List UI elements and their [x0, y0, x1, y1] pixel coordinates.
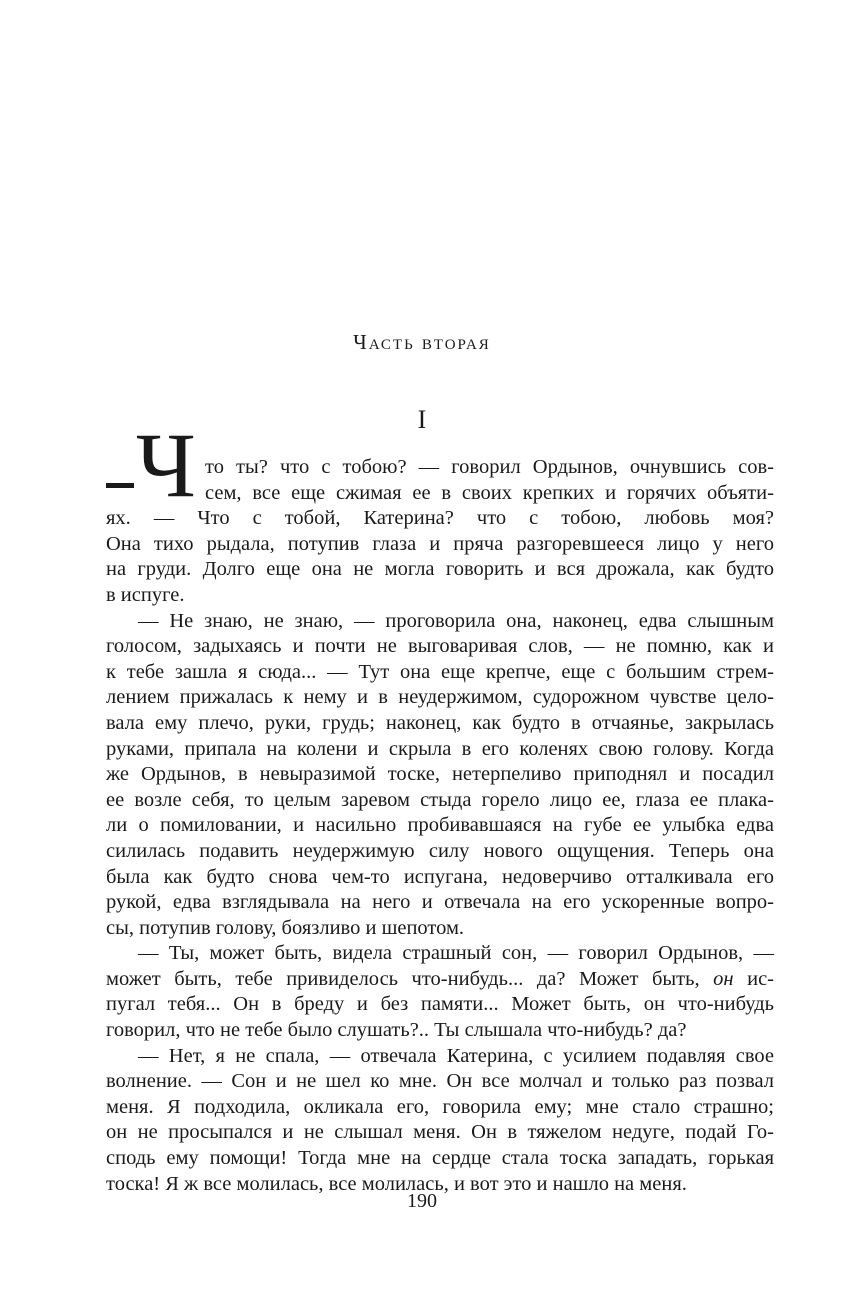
italic-word: он	[713, 967, 734, 990]
text-line: ли о помиловании, и насильно пробивавшаяся на губе ее улыбка едва	[106, 814, 774, 837]
drop-cap	[106, 414, 205, 537]
text-line: рукой, едва взглядывала на него и отвечала на его ускоренные вопро-	[106, 891, 774, 914]
drop-cap-dash	[106, 483, 134, 488]
text-line: меня. Я подходила, окликала его, говорила ему; мне стало страшно;	[106, 1095, 774, 1118]
text-line: на груди. Долго еще она не могла говорить и вся дрожала, как будто	[106, 558, 774, 581]
text-line: то ты? что с тобою? — говорил Ордынов, очнувшись сов-	[205, 456, 774, 478]
body-text	[106, 414, 774, 1197]
chapter-number: I	[417, 405, 427, 434]
text-line: тоска! Я ж все молилась, все молилась, и вот это и нашло на меня.	[106, 1172, 687, 1195]
text-line: была как будто снова чем-то испугана, недоверчиво отталкивала его	[106, 865, 774, 888]
text-line: к тебе зашла я сюда... — Тут она еще крепче, еще с большим стрем-	[106, 660, 774, 683]
text-line: сы, потупив голову, боязливо и шепотом.	[106, 916, 465, 939]
text-line: говорил, что не тебе было слушать?.. Ты слышала что-нибудь? да?	[106, 1019, 687, 1042]
drop-cap-letter: Ч	[136, 414, 196, 516]
text-line: сподь ему помощи! Тогда мне на сердце стала тоска западать, горькая	[106, 1147, 774, 1170]
text-line: — Ты, может быть, видела страшный сон, — говорил Ордынов, —	[138, 942, 774, 965]
text-line: же Ордынов, в невыразимой тоске, нетерпеливо приподнял и посадил	[106, 763, 774, 786]
page-number: 190	[407, 1190, 437, 1212]
part-title: Часть вторая	[353, 330, 491, 354]
text-line: пугал тебя... Он в бреду и без памяти... Может быть, он что-нибудь	[106, 993, 774, 1016]
text-line: сем, все еще сжимая ее в своих крепких и горячих объяти-	[205, 481, 774, 504]
text-line: ее возле себя, то целым заревом стыда горело лицо ее, глаза ее плака-	[106, 788, 774, 811]
text-line: вала ему плечо, руки, грудь; наконец, как будто в отчаянье, закрылась	[106, 711, 774, 734]
text-line: он не просыпался и не слышал меня. Он в тяжелом недуге, подай Го-	[106, 1121, 774, 1144]
text-line: ях. — Что с тобой, Катерина? что с тобою, любовь моя?	[106, 507, 774, 530]
text-line-mixed	[106, 967, 774, 993]
text-line: — Не знаю, не знаю, — проговорила она, наконец, едва слышным	[138, 609, 774, 632]
text-segment: ис-	[747, 967, 774, 990]
text-line: лением прижалась к нему и в неудержимом, судорожном чувстве цело-	[106, 686, 774, 709]
text-line: — Нет, я не спала, — отвечала Катерина, с усилием подавляя свое	[138, 1044, 774, 1067]
text-line: волнение. — Сон и не шел ко мне. Он все молчал и только раз позвал	[106, 1070, 774, 1093]
text-segment: может быть, тебе привиделось что-нибудь... да? Может быть,	[106, 967, 700, 990]
text-line: силилась подавить неудержимую силу нового ощущения. Теперь она	[106, 839, 774, 862]
text-line: Она тихо рыдала, потупив глаза и пряча разгоревшееся лицо у него	[106, 532, 774, 555]
text-line: в испуге.	[106, 583, 185, 606]
text-line: голосом, задыхаясь и почти не выговаривая слов, — не помню, как и	[106, 635, 774, 658]
text-line: руками, припала на колени и скрыла в его коленях свою голову. Когда	[106, 737, 774, 760]
